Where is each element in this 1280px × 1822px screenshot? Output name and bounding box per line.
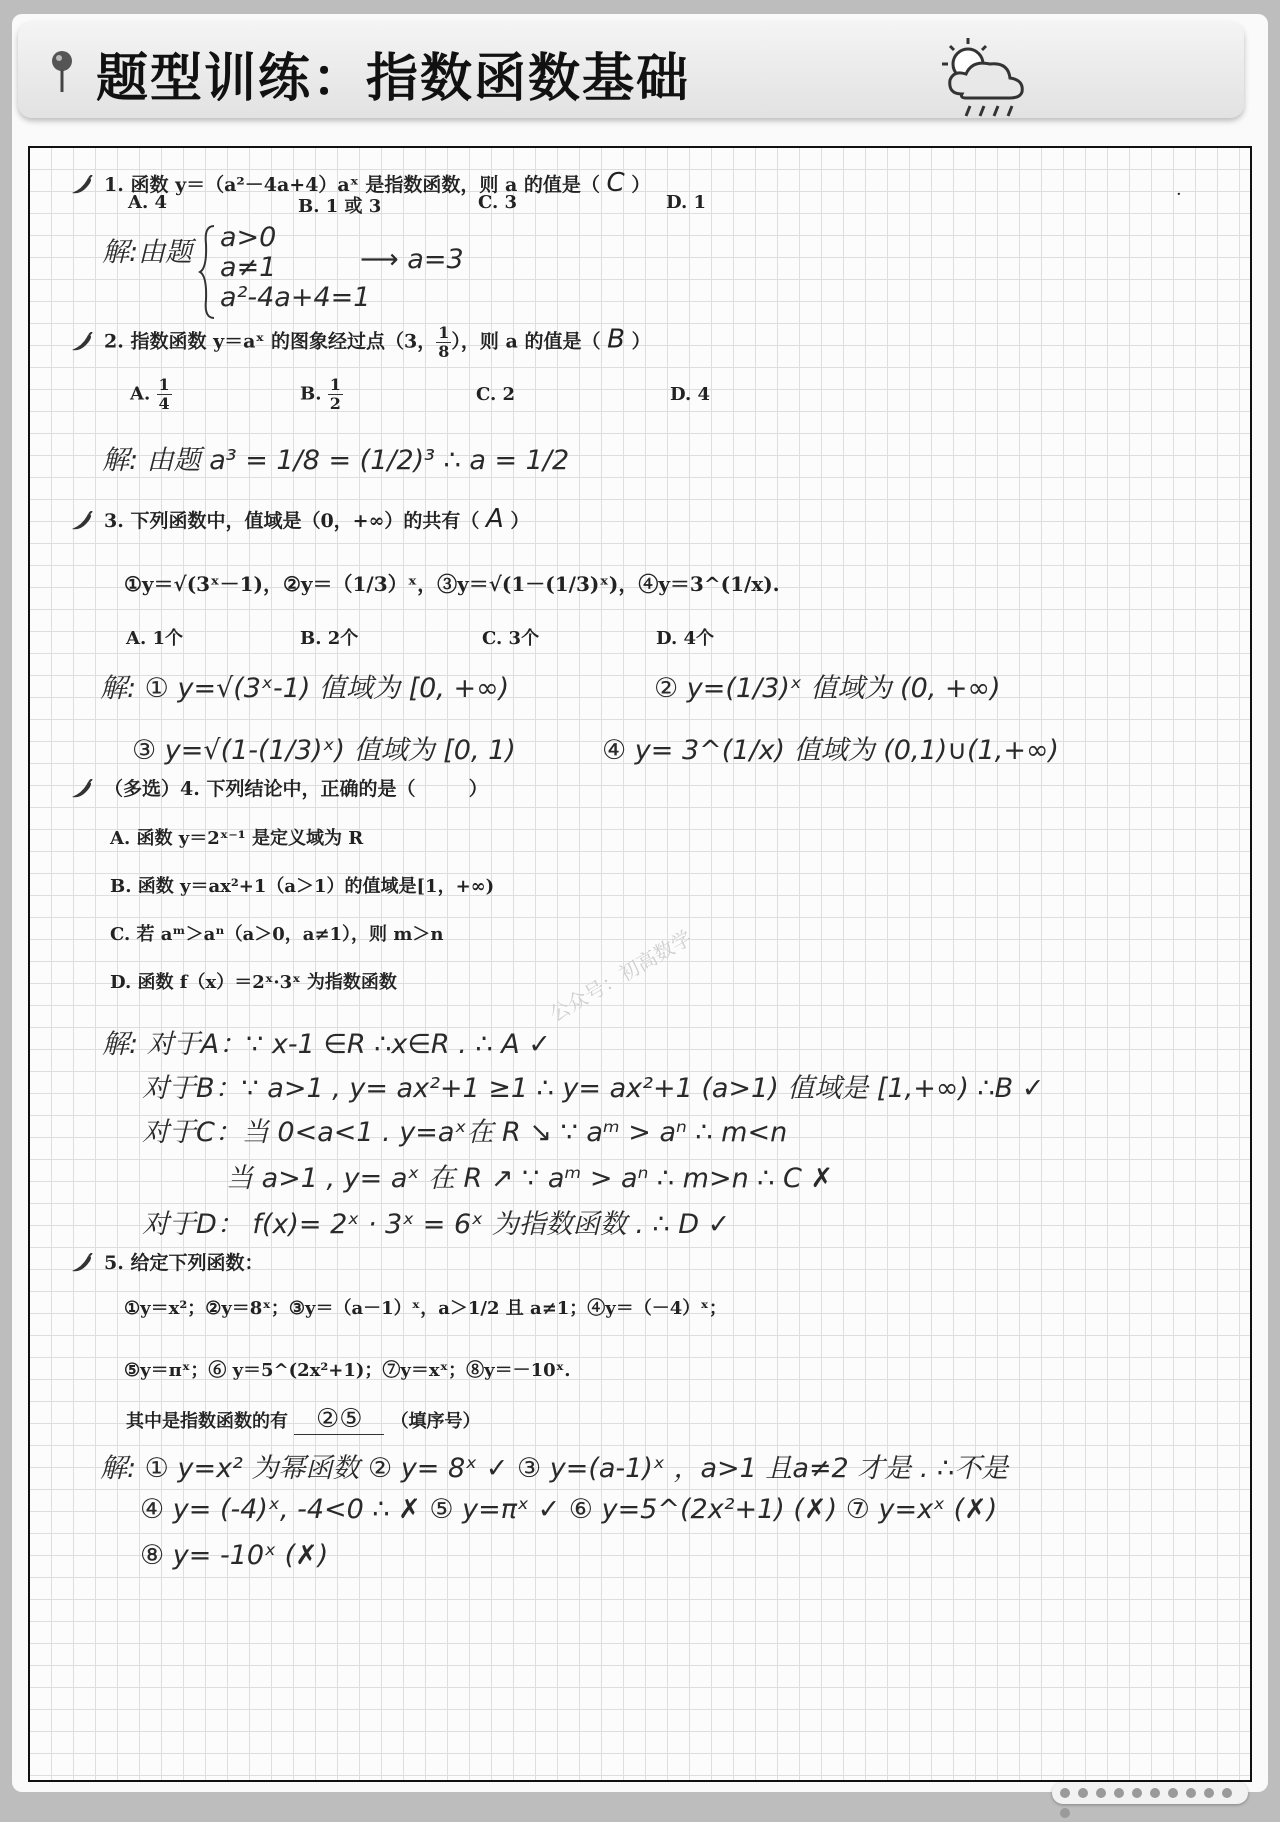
option-label: B. <box>300 383 322 405</box>
question-3-close: ） <box>510 510 530 532</box>
q2-point-fraction <box>436 324 451 361</box>
watermark: 公众号：初高数学 <box>545 925 697 1027</box>
scroll-dot <box>1204 1788 1214 1798</box>
fill-answer: ②⑤ <box>294 1404 384 1435</box>
q1-solution-result: ⟶ a=3 <box>360 244 464 275</box>
scroll-dot <box>1060 1808 1070 1818</box>
q3-solution-3: ③ y=√(1-(1/3)ˣ) 值域为 [0, 1) <box>132 735 516 766</box>
question-3-stem: 3. 下列函数中，值域是（0，+∞）的共有（ <box>104 510 480 532</box>
q3-option-a: A. 1个 <box>126 628 184 649</box>
q4-solution-c2: 当 a>1 , y= aˣ 在 R ↗ ∵ aᵐ > aⁿ ∴ m>n ∴ C ✗ <box>226 1163 834 1194</box>
question-2-answer: B <box>607 324 625 355</box>
fill-label: 其中是指数函数的有 <box>126 1411 288 1432</box>
question-5-stem: 5. 给定下列函数： <box>104 1252 264 1274</box>
pushpin-icon <box>50 50 74 94</box>
scroll-dot <box>1114 1788 1124 1798</box>
chili-icon <box>70 332 96 354</box>
q5-function-line-1: ①y＝x²；②y＝8ˣ；③y＝（a－1）ˣ，a＞1/2 且 a≠1；④y＝（－4）ˣ； <box>124 1298 727 1319</box>
fraction-denominator: 2 <box>329 394 341 413</box>
q2-option-c: C. 2 <box>476 384 516 405</box>
stray-mark: · <box>1176 184 1182 205</box>
q5-fill-blank <box>126 1404 481 1435</box>
scroll-dot <box>1096 1788 1106 1798</box>
chili-icon <box>70 175 96 197</box>
scroll-dot <box>1186 1788 1196 1798</box>
scroll-dot <box>1168 1788 1178 1798</box>
question-2-close: ） <box>631 330 651 353</box>
question-2 <box>70 324 651 361</box>
question-1-answer: C <box>606 168 625 198</box>
q3-option-d: D. 4个 <box>656 628 715 649</box>
q3-function-list: ①y＝√(3ˣ－1)，②y＝（1/3）ˣ，③y＝√(1－(1/3)ˣ)，④y＝3^(1/x). <box>124 572 780 596</box>
worksheet-paper <box>28 146 1252 1782</box>
question-2-stem-a: 2. 指数函数 y＝aˣ 的图象经过点（3， <box>104 330 437 353</box>
fraction-denominator: 8 <box>438 342 450 361</box>
q5-function-line-2: ⑤y＝πˣ；⑥ y＝5^(2x²+1)；⑦y＝xˣ；⑧y＝－10ˣ. <box>124 1360 571 1381</box>
question-1-stem: 1. 函数 y＝（a²－4a+4）aˣ 是指数函数，则 a 的值是（ <box>104 174 600 196</box>
option-fraction <box>157 376 172 413</box>
chili-icon <box>70 1253 96 1275</box>
q1-option-a: A. 4 <box>128 192 168 213</box>
fill-note: （填序号） <box>390 1411 481 1432</box>
question-5 <box>70 1248 263 1275</box>
question-4-stem: （多选）4. 下列结论中，正确的是（ <box>104 778 416 800</box>
q2-option-a <box>130 376 172 413</box>
q4-option-d: D. 函数 f（x）＝2ˣ·3ˣ 为指数函数 <box>110 972 397 993</box>
q3-solution-1: 解: ① y=√(3ˣ-1) 值域为 [0, +∞) <box>100 673 510 704</box>
q1-option-b: B. 1 或 3 <box>298 196 382 217</box>
q4-option-b: B. 函数 y＝ax²+1（a＞1）的值域是[1，+∞) <box>110 876 495 897</box>
q2-option-d: D. 4 <box>670 384 711 405</box>
q4-option-a: A. 函数 y＝2ˣ⁻¹ 是定义域为 R <box>110 828 364 849</box>
q5-solution-1: 解: ① y=x² 为幂函数 ② y= 8ˣ ✓ ③ y=(a-1)ˣ ，a>1 且a≠2 才是 . ∴不是 <box>100 1453 1009 1484</box>
q1-option-d: D. 1 <box>666 192 707 213</box>
scroll-dot <box>1222 1788 1232 1798</box>
q2-option-b <box>300 376 343 413</box>
scroll-dot <box>1060 1788 1070 1798</box>
option-fraction <box>328 376 343 413</box>
q3-solution-4: ④ y= 3^(1/x) 值域为 (0,1)∪(1,+∞) <box>602 735 1059 766</box>
q4-option-c: C. 若 aᵐ＞aⁿ（a＞0，a≠1），则 m＞n <box>110 924 444 945</box>
q1-solution-line-3: a²-4a+4=1 <box>220 282 371 313</box>
scroll-dot <box>1150 1788 1160 1798</box>
brace-icon <box>198 224 216 320</box>
q4-solution-c1: 对于C：当 0<a<1 . y=aˣ在 R ↘ ∵ aᵐ > aⁿ ∴ m<n <box>142 1117 788 1148</box>
q3-option-b: B. 2个 <box>300 628 359 649</box>
q4-solution-d: 对于D： f(x)= 2ˣ · 3ˣ = 6ˣ 为指数函数 . ∴ D ✓ <box>142 1209 731 1240</box>
q4-solution-a: 解: 对于A：∵ x-1 ∈R ∴x∈R . ∴ A ✓ <box>102 1029 551 1060</box>
q2-solution: 解: 由题 a³ = 1/8 = (1/2)³ ∴ a = 1/2 <box>102 445 570 476</box>
q1-solution-label: 解:由题 <box>102 237 193 268</box>
fraction-numerator: 1 <box>329 375 341 394</box>
fraction-denominator: 4 <box>158 394 170 413</box>
weather-icon <box>926 32 1046 122</box>
q3-option-c: C. 3个 <box>482 628 540 649</box>
fraction-numerator: 1 <box>158 375 170 394</box>
page-title: 题型训练：指数函数基础 <box>96 49 691 109</box>
q5-solution-3: ⑧ y= -10ˣ (✗) <box>140 1540 329 1571</box>
chili-icon <box>70 511 96 533</box>
title-banner <box>18 22 1244 118</box>
q1-option-c: C. 3 <box>478 192 518 213</box>
scroll-dot <box>1132 1788 1142 1798</box>
question-3 <box>70 504 529 534</box>
question-1-close: ） <box>631 174 651 196</box>
option-label: A. <box>130 383 151 405</box>
q1-solution-line-1: a>0 <box>220 222 277 253</box>
question-3-answer: A <box>486 504 504 534</box>
scroll-dot <box>1078 1788 1088 1798</box>
chili-icon <box>70 779 96 801</box>
q1-solution-line-2: a≠1 <box>220 252 277 283</box>
question-4-close: ） <box>468 778 488 800</box>
q3-solution-2: ② y=(1/3)ˣ 值域为 (0, +∞) <box>654 673 1001 704</box>
q5-solution-2: ④ y= (-4)ˣ, -4<0 ∴ ✗ ⑤ y=πˣ ✓ ⑥ y=5^(2x²+1) (✗) ⑦ y=xˣ (✗) <box>140 1494 998 1525</box>
fraction-numerator: 1 <box>438 323 450 342</box>
question-4 <box>70 774 488 801</box>
scrollbar[interactable] <box>1052 1782 1248 1804</box>
q4-solution-b: 对于B：∵ a>1 , y= ax²+1 ≥1 ∴ y= ax²+1 (a>1) 值域是 [1,+∞) ∴B ✓ <box>142 1073 1045 1104</box>
question-2-stem-b: ），则 a 的值是（ <box>451 330 601 353</box>
